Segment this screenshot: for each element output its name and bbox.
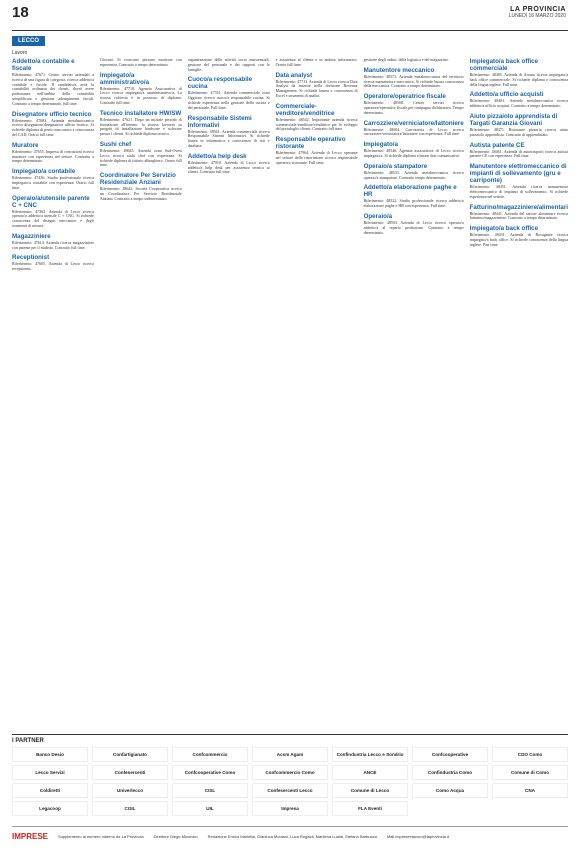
- partner-logo: Lecco Servizi: [12, 765, 88, 780]
- job-ad-body: Riferimento: 48441. Azienda del settore alimentare ricerca fatturino/magazziniere. Contratto a tempo determinato.: [469, 210, 568, 221]
- job-ad: [12, 168, 94, 190]
- footer-director: Direttore Diego Minonzio: [153, 833, 198, 839]
- job-ad-body: Riferimento: 47655. Impresa di costruzioni ricerca muratore con esperienza nel settore. Contratto a tempo determinato.: [12, 148, 94, 164]
- job-ad-title: Addetto/a help desk: [187, 152, 247, 160]
- job-ad-title: Sushi chef: [99, 140, 132, 148]
- job-ad-title: Manutentore elettromeccanico di impianti di sollevamento (gru e carriponte): [469, 163, 567, 185]
- job-ad-title: Addetto/a elaborazione paghe e HR: [363, 184, 457, 199]
- footer-editorial: Redazione Enrico Marletta, Gianluca Morassi, Luca Rogaldi, Marilena Lualdi, Stefano Barbusca: [207, 833, 377, 839]
- job-ad-title: Addetto/a contabile e fiscale: [12, 58, 75, 72]
- job-ad-title: Tecnico installatore HW/SW: [99, 109, 182, 117]
- section-tag: LECCO: [12, 36, 45, 46]
- partner-logo: Confartigianato: [92, 747, 168, 762]
- job-ad: [470, 91, 568, 109]
- job-ad: [100, 141, 182, 168]
- job-ad: [100, 72, 182, 106]
- publication-date: LUNEDÌ 16 MARZO 2020: [508, 13, 566, 19]
- job-ad-title: Responsabile Sistemi Informativi: [187, 114, 252, 129]
- job-ad-title: Disegnatore ufficio tecnico: [12, 110, 92, 118]
- job-ad: [12, 142, 94, 164]
- job-ad-title: Operaio/a stampatore: [363, 162, 428, 170]
- job-ad: [100, 172, 182, 201]
- partners-label: I PARTNER: [12, 738, 44, 744]
- partner-logo: Legacoop: [12, 801, 88, 816]
- job-ad-title: Operatore/operatrice fiscale: [363, 93, 446, 101]
- job-ad-title: Addetto/a ufficio acquisti: [469, 91, 544, 99]
- partner-logo: Comune di Como: [492, 765, 568, 780]
- job-ad: [470, 204, 568, 222]
- job-ad-body: Riferimento: 47761. Azienda commerciale zona Oggiono ricerca cuoco/a responsabile cucina. Si richiede esperienza nella gestione della cucina e del personale. Full time.: [187, 90, 270, 110]
- partner-logo: Confindustria Como: [412, 765, 488, 780]
- job-ad-body: Riferimento: 48431. Azienda di Rovagnate ricerca impiegato/a back office. Si richiede conoscenza della lingua inglese. Part time.: [469, 232, 568, 247]
- job-ad-title: Data analyst: [275, 71, 313, 79]
- job-ad: [12, 254, 94, 272]
- job-ad-body: Riferimento: 48481. Azienda metalmeccanica ricerca addetto/a ufficio acquisti. Contratto a tempo determinato.: [469, 98, 568, 109]
- job-ad: [470, 163, 568, 199]
- footer-supplement: Supplemento al numero odierno de La Provincia: [58, 833, 144, 839]
- partner-logo: Confesercenti Lecco: [252, 783, 328, 798]
- job-ad: [188, 115, 270, 149]
- job-ad-body: Riferimento: 48561. Azienda commerciale ricerca Responsabile Sistemi Informativi. Si richiede laurea in informatica e conoscenza di reti e database.: [187, 128, 270, 148]
- job-ad-body: Riferimento: 47683. Azienda metalmeccanica ricerca disegnatore/disegnatrice ufficio tecnico. Si richiede diploma di perito meccanico e conoscenza del CAD. Orario full time.: [12, 117, 94, 137]
- partner-logo: Confcooperative Como: [172, 765, 248, 780]
- partner-logo: CDO Como: [492, 747, 568, 762]
- partner-logo: Univerlecco: [92, 783, 168, 798]
- job-ad: [100, 110, 182, 137]
- footer-brand: IMPRESE: [12, 831, 49, 841]
- job-ad-title: Coordinatore Per Servizio Residenziale Anziani: [99, 172, 176, 187]
- job-ad: [470, 225, 568, 247]
- job-ad-body: Riferimento: 47910. Azienda di Lecco ricerca addetto/a help desk per assistenza tecnica ai clienti. Contratto full time.: [187, 159, 270, 175]
- job-ad-body: Riferimento: 48533. Azienda metalmeccanica ricerca operaio/a stampatore. Contratto tempo determinato.: [363, 169, 464, 180]
- job-ad-title: Impiegato/a back office: [469, 225, 539, 233]
- job-ad-title: Responsabile operativo ristorante: [275, 136, 346, 151]
- job-ad-body: Riferimento: 47621. Dopo un iniziale periodo di formazione all'interno, la risorsa lavorerà su progetti di installazione hardware e software presso i clienti. Si richiede diploma tecnico.: [99, 116, 182, 137]
- partner-logo: Impresa: [252, 801, 328, 816]
- job-ad: [276, 72, 358, 99]
- job-ad: [470, 58, 568, 87]
- page-number: 18: [12, 4, 29, 21]
- job-ad-body: Riferimento: 48573. Azienda metalmeccanica del territorio ricerca manutentore meccanico. Si richiede buona conoscenza della meccanica. Contratto a tempo determinato.: [363, 73, 464, 89]
- job-ad-title: Autista patente CE: [469, 141, 525, 149]
- section-subtitle: Lavoro: [12, 50, 28, 56]
- job-ad-body: Riferimento: 48568. Centro servizi ricerca operatore/operatrice fiscale per campagna dichiarativa. Tempo determinato.: [363, 100, 464, 115]
- job-ad: [100, 58, 182, 68]
- job-ad-body: Riferimento: 47671. Centro servizi aziendali a ricerca di una figura di categoria, ricerca addetto/a contabile e fiscale. Il candidato/a avrà la contabilità ordinaria dei clienti, dovrà avere padronanza nell'ambito della contabilità semplificata e gestione adempimenti fiscali. Contratto a tempo determinato, full time.: [12, 72, 94, 106]
- partner-logo: CISL: [172, 783, 248, 798]
- job-ad-body: Riferimento: 48461. Azienda di autotrasporti ricerca autista patente CE con esperienza. Full time.: [469, 148, 568, 159]
- masthead: [509, 6, 566, 19]
- job-ad: [188, 76, 270, 110]
- job-ad-title: Muratore: [12, 141, 39, 149]
- column-1: [12, 58, 94, 726]
- job-ad: [276, 58, 358, 68]
- job-ad-body: Riferimento: 48546. Agenzia assicurativa di Lecco ricerca impiegato/a. Si richiede diploma e buone doti comunicative.: [363, 148, 464, 158]
- job-ad: [12, 195, 94, 229]
- job-ad: [364, 67, 464, 89]
- job-ad-body: Riferimento: 47436. Studio professionale ricerca impiegato/a contabile con esperienza. Orario full time.: [12, 175, 94, 190]
- job-ad-body: Riferimento: 48451. Azienda ricerca manutentore elettromeccanico di impianti di sollevamento. Si richiede esperienza nel settore.: [469, 184, 568, 199]
- job-ad-title: Manutentore meccanico: [363, 66, 435, 74]
- column-6: [470, 58, 568, 726]
- job-ad-body: Riferimento: 48522. Studio professionale ricerca addetto/a elaborazione paghe e HR con esperienza. Full time.: [363, 198, 464, 209]
- job-ad-body: organizzazione delle attività socio assistenziali, gestione del personale e dei rapporti con le famiglie.: [187, 57, 270, 72]
- job-ad: [188, 153, 270, 175]
- partner-logo: CNA: [492, 783, 568, 798]
- job-ad-title: Impiegato/a amministrativo/a: [99, 71, 150, 86]
- footer: [12, 826, 568, 845]
- job-ad-title: Operaio/a/utensile parente C + CNC: [12, 194, 90, 209]
- job-ad-body: Riferimento: 47718. Agenzia Assicurativa di Lecco ricerca impiegato/a amministrativo/a. La risorsa richiesta è in possesso di diploma. Contratto full time.: [99, 85, 182, 105]
- partner-logo: Confindustria Lecco e Sondrio: [332, 747, 408, 762]
- job-ad-columns: [12, 58, 568, 726]
- partner-logo: Comune di Lecco: [332, 783, 408, 798]
- partner-logo: UIL: [172, 801, 248, 816]
- job-ad: [364, 58, 464, 63]
- job-ad-title: Aiuto pizzaiolo apprendista di Targati Garanzia Giovani: [469, 112, 558, 127]
- top-divider: [12, 30, 568, 31]
- job-ad: [276, 136, 358, 165]
- job-ad: [364, 93, 464, 115]
- job-ad-title: Impiegato/a: [363, 141, 398, 149]
- partner-logo: Confcommercio: [172, 747, 248, 762]
- publication-name: LA PROVINCIA: [510, 6, 566, 13]
- job-ad: [364, 120, 464, 138]
- job-ad-title: Magazziniere: [12, 232, 51, 240]
- job-ad-body: Riferimento: 48642. Società Cooperativa ricerca un Coordinatore Per Servizio Residenziale Anziani. Contratto a tempo indeterminato.: [99, 186, 182, 201]
- job-ad: [470, 142, 568, 160]
- job-ad: [364, 213, 464, 235]
- job-ad-body: Riferimento: 48503. Azienda di Lecco ricerca operaio/a addetto/a al reparto produzione. Contratto a tempo determinato.: [363, 219, 464, 235]
- job-ad-body: Riferimento: 47362. Azienda di Lecco ricerca operaio/a addetto/a utensile C + CNC. Si richiede conoscenza del disegno meccanico e degli strumenti di misura.: [12, 208, 94, 228]
- job-ad-body: Riferimento: 47614. Azienda ricerca magazziniere con patente per il muletto. Contratto full time.: [12, 239, 94, 250]
- job-ad-body: Riferimento: 48471. Ristorante pizzeria ricerca aiuto pizzaiolo apprendista. Contratto di apprendistato.: [469, 126, 568, 137]
- job-ad-title: Operaio/a: [363, 212, 393, 220]
- footer-mail: Mail impreseelavoro@laprovincia.it: [386, 833, 449, 839]
- column-5: [364, 58, 464, 726]
- job-ad: [12, 58, 94, 107]
- job-ad: [276, 103, 358, 132]
- partner-logo: Confesercenti: [92, 765, 168, 780]
- job-ad: [364, 141, 464, 159]
- job-ad: [12, 233, 94, 251]
- job-ad-body: gestione degli ordini, della logistica e del magazzino.: [363, 57, 449, 62]
- job-ad-title: Commerciale-venditore/venditrice: [275, 102, 335, 117]
- job-ad-body: Riferimento: 47964. Azienda di Lecco operante nel settore della ristorazione ricerca responsabile operativo ristorante. Full time.: [275, 150, 358, 165]
- job-ad-body: Riferimento: 47605. Azienda di Lecco ricerca receptionist.: [12, 261, 94, 272]
- partners-section: [12, 734, 568, 825]
- job-ad-title: Impiegato/a contabile: [12, 168, 76, 176]
- partner-logo: ANCE: [332, 765, 408, 780]
- job-ad: [364, 163, 464, 181]
- job-ad: [188, 58, 270, 72]
- job-ad-title: Cuoco/a responsabile cucina: [187, 76, 253, 91]
- job-ad: [470, 113, 568, 138]
- job-ad-body: Riferimento: 48485. Azienda di Airuno ricerca impiegato/a back office commerciale. Si richiede diploma e conoscenza della lingua inglese. Full time.: [469, 72, 568, 87]
- job-ad-title: Impiegato/a back office commerciale: [469, 58, 539, 72]
- job-ad-title: Receptionist: [12, 254, 50, 262]
- job-ad: [12, 111, 94, 138]
- job-ad-body: Riferimento: 48645. Azienda zona Sud-Ovest Lecco ricerca sushi chef con esperienza. Si richiede diploma di istituto alberghiero. Orario full time.: [99, 147, 182, 168]
- column-2: [100, 58, 182, 726]
- job-ad-body: e assistenza al cliente e in ambito informatico. Orario full time.: [275, 57, 358, 67]
- job-ad-title: Carrozziere/verniciatore/lattoniere: [363, 119, 464, 127]
- column-4: [276, 58, 358, 726]
- job-ad-body: Riferimento: 47713. Azienda di Lecco ricerca Data Analyst da inserire nella divisione Revenue Management. Si richiede laurea e conoscenza di Excel e strumenti di analisi.: [275, 78, 358, 98]
- partner-logo: CGIL: [92, 801, 168, 816]
- job-ad-title: Fatturino/magazziniere/alimentari: [469, 203, 568, 211]
- job-ad-body: Riferimento: 48604. Carrozzeria di Lecco ricerca carrozziere/verniciatore/lattoniere con esperienza. Full time.: [363, 126, 464, 137]
- partner-logos: [12, 747, 568, 816]
- job-ad-body: Riferimento: 48542. Importante azienda ricerca commerciale-venditore/venditrice per lo sviluppo del portafoglio clienti. Contratto full time.: [275, 116, 358, 132]
- column-3: [188, 58, 270, 726]
- partner-logo: FLA Eventi: [332, 801, 408, 816]
- job-ad: [364, 184, 464, 209]
- partner-logo: Como Acqua: [412, 783, 488, 798]
- job-ad-body: Giovani. Si ricercano persone motivate con esperienza. Contratto a tempo determinato.: [99, 57, 182, 67]
- partner-logo: Acsm Agam: [252, 747, 328, 762]
- partner-logo: Coldiretti: [12, 783, 88, 798]
- partner-logo: Confcommercio Como: [252, 765, 328, 780]
- partner-logo: Banco Desio: [12, 747, 88, 762]
- partner-logo: Confcooperative: [412, 747, 488, 762]
